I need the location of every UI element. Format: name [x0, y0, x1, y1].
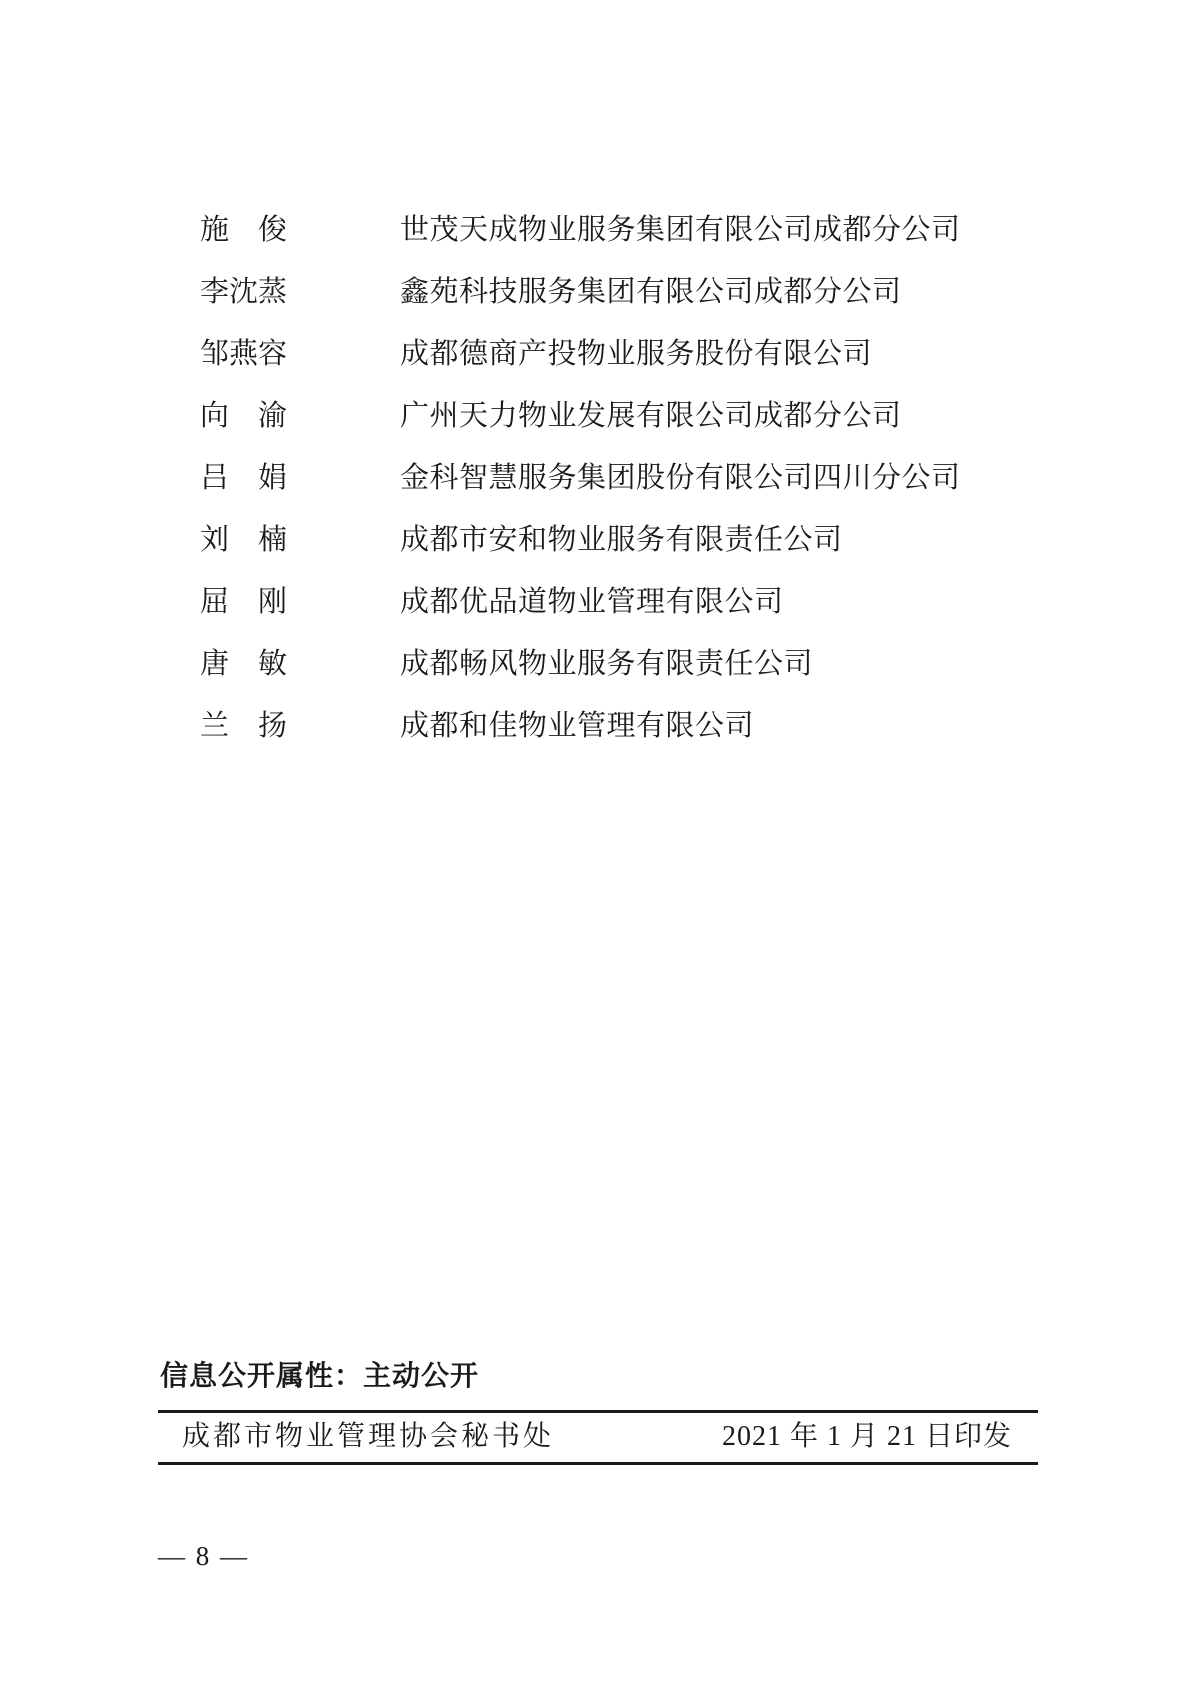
disclosure-line — [160, 1359, 479, 1394]
awardee-company: 世茂天成物业服务集团有限公司成都分公司 — [400, 213, 961, 246]
awardee-name: 兰 扬 — [200, 709, 288, 742]
awardee-name: 邹燕容 — [200, 337, 288, 370]
awardee-row — [0, 509, 1200, 571]
colophon-issuer: 成都市物业管理协会秘书处 — [182, 1420, 555, 1452]
awardee-row — [0, 695, 1200, 757]
colophon-print-date: 2021 年 1 月 21 日印发 — [721, 1420, 1012, 1452]
awardee-row — [0, 261, 1200, 323]
awardee-company: 广州天力物业发展有限公司成都分公司 — [400, 399, 902, 432]
awardee-company: 成都和佳物业管理有限公司 — [400, 709, 755, 742]
awardee-row — [0, 571, 1200, 633]
awardee-company: 成都市安和物业服务有限责任公司 — [400, 523, 843, 556]
awardee-name: 李沈蒸 — [200, 275, 288, 308]
awardee-name: 施 俊 — [200, 213, 288, 246]
awardee-row — [0, 199, 1200, 261]
awardee-name: 吕 娟 — [200, 461, 288, 494]
awardee-company: 成都德商产投物业服务股份有限公司 — [400, 337, 873, 370]
awardee-name: 唐 敏 — [200, 647, 288, 680]
awardee-row — [0, 633, 1200, 695]
awardee-list — [0, 199, 1200, 757]
awardee-row — [0, 385, 1200, 447]
awardee-row — [0, 323, 1200, 385]
awardee-company: 成都优品道物业管理有限公司 — [400, 585, 784, 618]
awardee-company: 鑫苑科技服务集团有限公司成都分公司 — [400, 275, 902, 308]
disclosure-label: 信息公开属性： — [160, 1360, 364, 1391]
awardee-row — [0, 447, 1200, 509]
disclosure-value: 主动公开 — [363, 1361, 480, 1392]
awardee-name: 屈 刚 — [200, 585, 288, 618]
page-number: — 8 — — [158, 1541, 249, 1571]
colophon-rule-bottom — [158, 1462, 1038, 1465]
awardee-name: 刘 楠 — [200, 523, 288, 556]
awardee-company: 成都畅风物业服务有限责任公司 — [400, 647, 814, 680]
awardee-name: 向 渝 — [200, 399, 288, 432]
colophon-row — [158, 1413, 1038, 1460]
awardee-company: 金科智慧服务集团股份有限公司四川分公司 — [400, 461, 961, 494]
